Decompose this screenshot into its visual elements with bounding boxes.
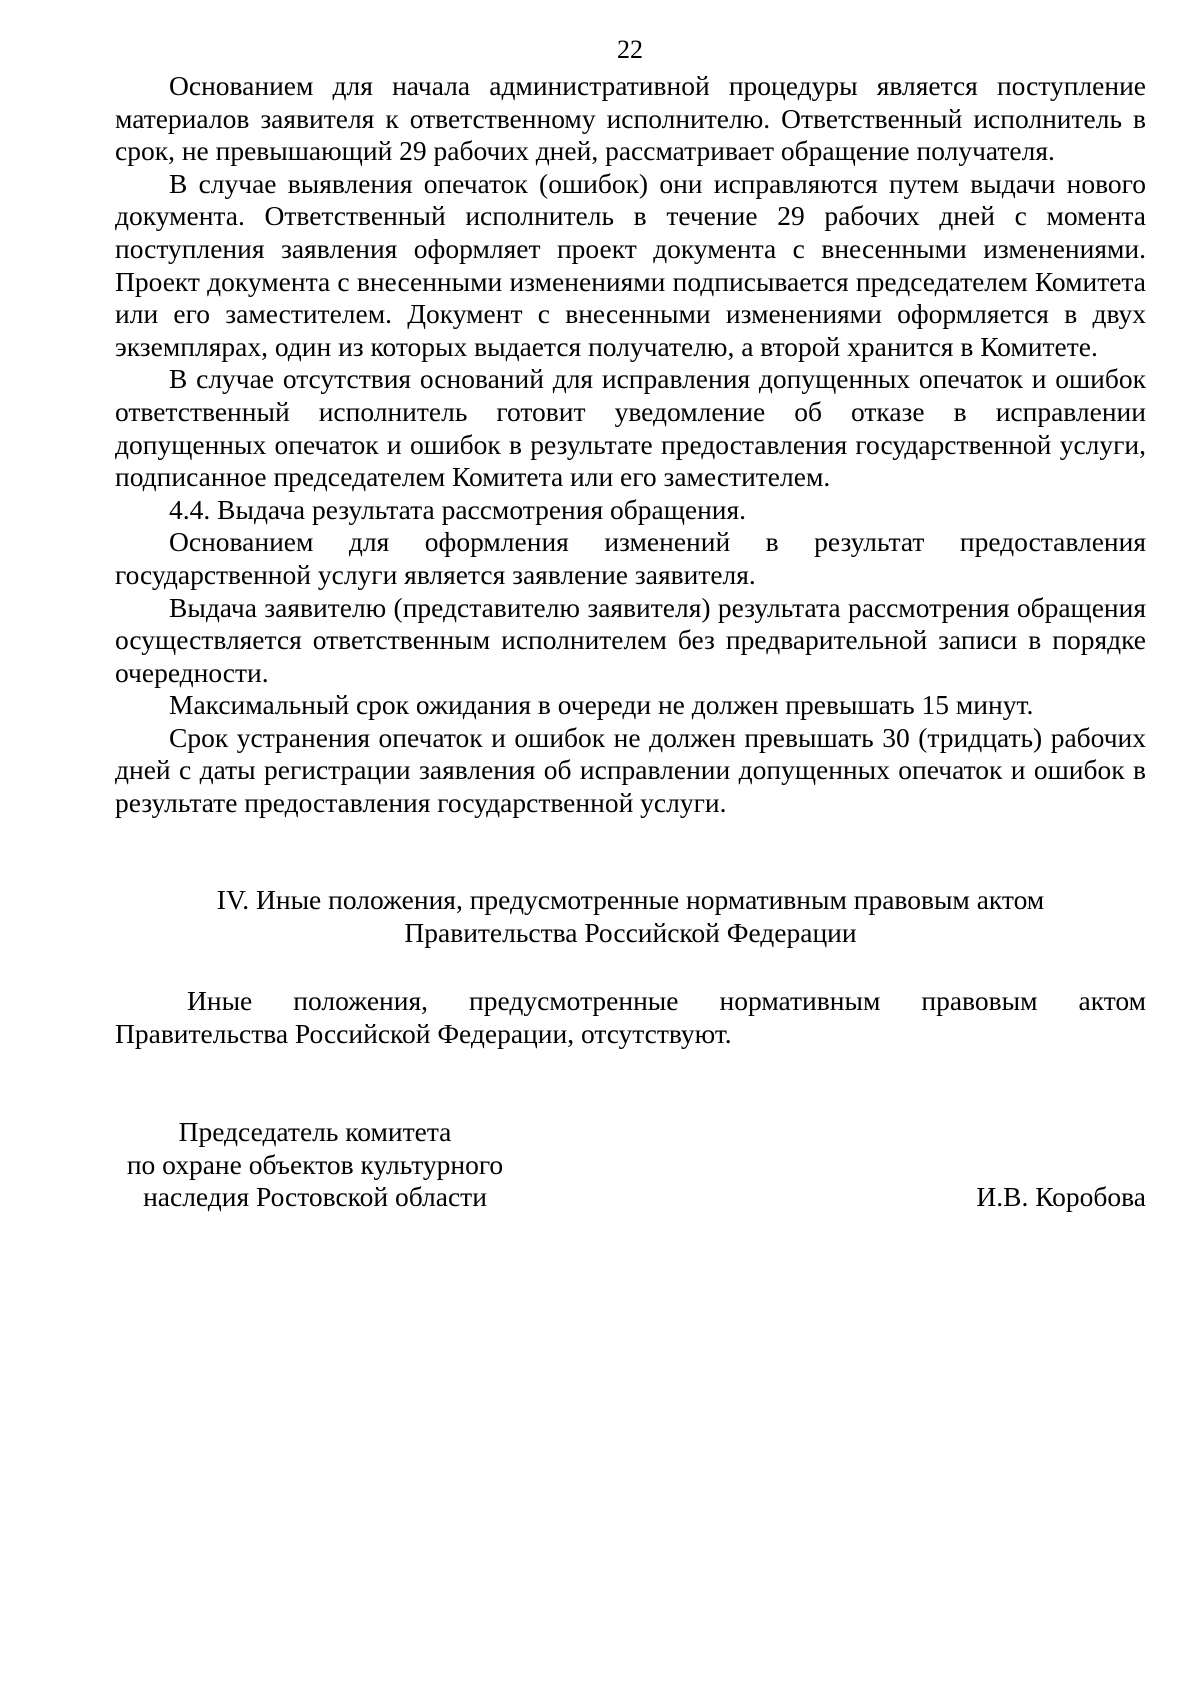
paragraph: Основанием для оформления изменений в результат предоставления государственной услуги является заявление заявителя. (115, 526, 1146, 590)
section-heading-line: IV. Иные положения, предусмотренные нормативным правовым актом (216, 884, 1045, 915)
paragraph: Выдача заявителю (представителю заявителя) результата рассмотрения обращения осуществляется ответственным исполнителем без предварительной записи в порядке очередности. (115, 591, 1146, 688)
paragraph: В случае выявления опечаток (ошибок) они исправляются путем выдачи нового документа. Ответственный исполнитель в течение 29 рабочих дней с момента поступления заявления оформляет проект документа с внесенными изменениями. Проект документа с внесенными изменениями подписывается председателем Комитета или его заместителем. Документ с внесенными изменениями оформляется в двух экземплярах, один из которых выдается получателю, а второй хранится в Комитете. (115, 167, 1146, 362)
signatory-name: И.В. Коробова (976, 1181, 1146, 1212)
signatory-title-line: по охране объектов культурного (126, 1148, 504, 1180)
paragraph: Максимальный срок ожидания в очереди не должен превышать 15 минут. (169, 689, 1034, 721)
signatory-title-line: Председатель комитета (178, 1116, 452, 1147)
paragraph: 4.4. Выдача результата рассмотрения обращения. (169, 493, 747, 525)
signatory-title-line: наследия Ростовской области (143, 1181, 487, 1213)
paragraph: Основанием для начала административной процедуры является поступление материалов заявителя к ответственному исполнителю. Ответственный исполнитель в срок, не превышающий 29 рабочих дней, рассматривает обращение получателя. (115, 70, 1146, 167)
section-text: Иные положения, предусмотренные нормативным правовым актом Правительства Российской Федерации, отсутствуют. (115, 985, 1146, 1049)
signature-block (115, 1116, 1146, 1226)
paragraph: Срок устранения опечаток и ошибок не должен превышать 30 (тридцать) рабочих дней с даты регистрации заявления об исправлении допущенных опечаток и ошибок в результате предоставления государственной услуги. (115, 721, 1146, 819)
section-heading (115, 884, 1146, 949)
signatory-title (115, 1116, 515, 1214)
paragraph: В случае отсутствия оснований для исправления допущенных опечаток и ошибок ответственный исполнитель готовит уведомление об отказе в исправлении допущенных опечаток и ошибок в результате предоставления государственной услуги, подписанное председателем Комитета или его заместителем. (115, 363, 1146, 493)
page-number: 22 (617, 35, 643, 64)
section-heading-line: Правительства Российской Федерации (404, 916, 857, 948)
main-text (115, 70, 1146, 820)
